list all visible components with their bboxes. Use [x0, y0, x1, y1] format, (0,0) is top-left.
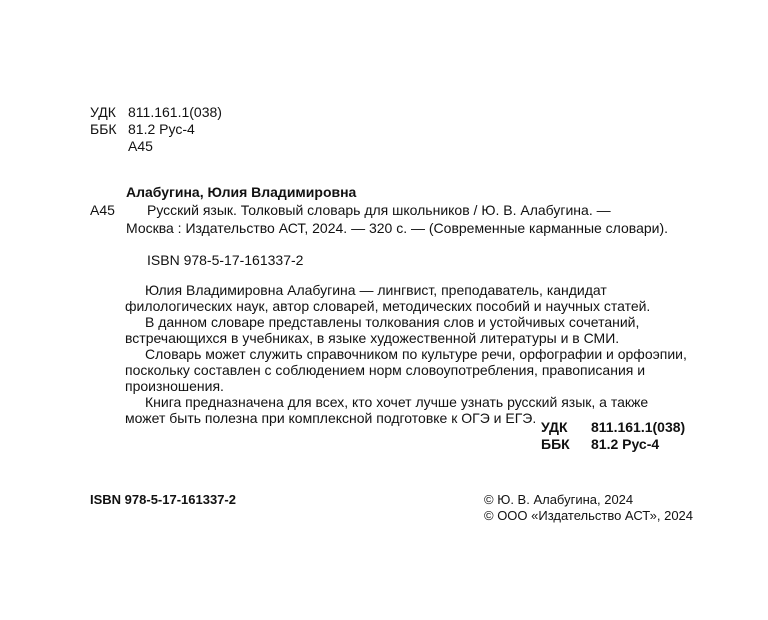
annotation-paragraph-1: Юлия Владимировна Алабугина — лингвист, преподаватель, кандидат филологических наук, автор словарей, методических пособий и научных статей.: [125, 282, 651, 314]
author-mark: А45: [128, 138, 153, 154]
bbk-row: [90, 121, 222, 138]
bottom-udk-label: УДК: [541, 419, 568, 435]
bottom-codes-block: [541, 419, 685, 453]
udk-row: [90, 104, 222, 121]
bottom-udk-value: 811.161.1(038): [591, 419, 686, 435]
annotation-paragraph-4: Книга предназначена для всех, кто хочет лучше узнать русский язык, а также может быть полезна при комплексной подготовке к ОГЭ и ЕГЭ.: [125, 394, 649, 426]
top-codes-block: [90, 104, 222, 155]
udk-label: УДК: [90, 104, 116, 120]
udk-value: 811.161.1(038): [128, 104, 222, 120]
entry-line-2: Москва : Издательство АСТ, 2024. — 320 с. — (Современные карманные словари).: [126, 220, 669, 236]
footer-copyright-1: © Ю. В. Алабугина, 2024: [484, 492, 634, 507]
bbk-label: ББК: [90, 121, 117, 137]
entry-mark: А45: [90, 202, 115, 218]
bottom-bbk-value: 81.2 Рус-4: [591, 436, 660, 452]
footer-copyright-2: © ООО «Издательство АСТ», 2024: [484, 508, 694, 523]
author-heading: Алабугина, Юлия Владимировна: [126, 184, 357, 200]
annotation-paragraph-3: Словарь может служить справочником по культуре речи, орфографии и орфоэпии, поскольку составлен с соблюдением норм словоупотребления, правописания и произношения.: [125, 346, 687, 394]
footer-isbn: ISBN 978-5-17-161337-2: [90, 492, 236, 507]
bottom-bbk-label: ББК: [541, 436, 570, 452]
author-mark-row: [90, 138, 222, 155]
isbn-main: ISBN 978-5-17-161337-2: [147, 252, 304, 268]
entry-line-1: Русский язык. Толковый словарь для школьников / Ю. В. Алабугина. —: [147, 202, 611, 218]
annotation-paragraph-2: В данном словаре представлены толкования слов и устойчивых сочетаний, встречающихся в учебниках, в языке художественной литературы и в СМИ.: [125, 314, 640, 346]
bottom-udk-row: [541, 419, 685, 436]
annotation: [125, 282, 690, 426]
bbk-value: 81.2 Рус-4: [128, 121, 195, 137]
bottom-bbk-row: [541, 436, 685, 453]
